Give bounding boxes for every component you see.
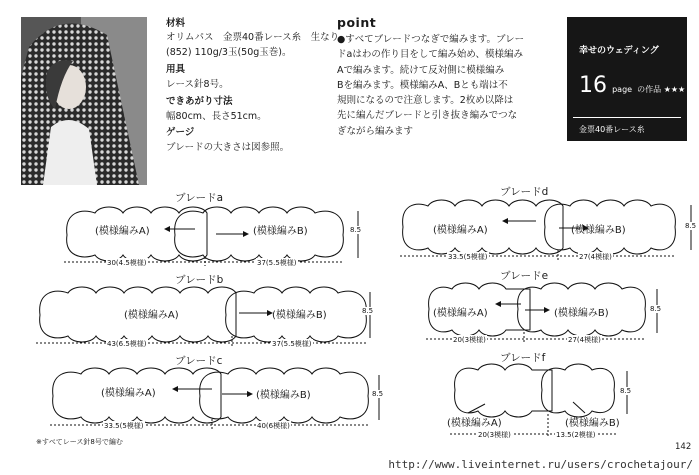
badge-number: 16 [579,73,607,98]
braid-e-label-b: (模様編みB) [554,308,609,319]
braid-f-left-dim: 20(3模様) [478,431,511,439]
braid-d-label-a: (模様編みA) [433,225,488,236]
material-heading: 材料 [166,18,186,29]
braid-e-right-dim: 27(4模様) [568,336,601,344]
braid-e-title: ブレードe [500,270,549,282]
badge-yarn: 金票40番レース糸 [579,125,645,134]
material-line2: (852) 110g/3玉(50g玉巻)。 [166,47,292,58]
braid-d-right-dim: 27(4模様) [579,253,612,261]
braid-a-label-a: (模様編みA) [95,226,150,237]
page-number: 142 [675,442,692,452]
gauge-heading: ゲージ [166,127,195,138]
badge-suffix: page [612,85,633,94]
braid-a-height: 8.5 [350,226,362,234]
tools-text: レース針8号。 [166,79,229,90]
size-text: 幅80cm、長さ51cm。 [166,111,267,122]
tools-heading: 用具 [166,64,186,75]
braid-f-label-a: (模様編みA) [447,418,502,429]
point-heading: point [337,15,377,30]
braid-c-label-a: (模様編みA) [101,388,156,399]
braid-f-title: ブレードf [500,352,546,364]
braid-c-right-dim: 40(6模様) [257,422,290,430]
watermark-url: http://www.liveinternet.ru/users/crochetajour/ [388,458,693,471]
braid-b-label-b: (模様編みB) [272,310,327,321]
braid-e-height: 8.5 [650,305,662,313]
braid-a-label-b: (模様編みB) [253,226,308,237]
braid-a-left-dim: 30(4.5模様) [107,259,147,267]
braid-c-title: ブレードc [175,355,223,367]
gauge-text: ブレードの大きさは図参照。 [166,142,290,153]
braid-d-title: ブレードd [500,186,549,198]
braid-e-left-dim: 20(3模様) [453,336,486,344]
braid-a-right-dim: 37(5.5模様) [257,259,297,267]
braid-b-right-dim: 37(5.5模様) [272,340,312,348]
braid-d-left-dim: 33.5(5模様) [448,253,488,261]
braid-b-left-dim: 43(6.5模様) [107,340,147,348]
braid-c-label-b: (模様編みB) [256,390,311,401]
braid-b-title: ブレードb [175,274,224,286]
braid-c-shape [50,368,379,429]
braid-e-label-a: (模様編みA) [433,308,488,319]
braid-a-title: ブレードa [175,192,224,204]
badge-suffix2: の作品 ★★★ [637,85,686,94]
braid-b-height: 8.5 [362,307,374,315]
braid-b-label-a: (模様編みA) [124,310,179,321]
braid-f-label-b: (模様編みB) [565,418,620,429]
braid-d-label-b: (模様編みB) [571,225,626,236]
braid-f-height: 8.5 [620,387,632,395]
badge-title: 幸せのウェディング [579,46,659,56]
size-heading: できあがり寸法 [166,96,233,107]
braid-c-height: 8.5 [372,390,384,398]
braid-d-height: 8.5 [685,222,697,230]
braid-f-right-dim: 13.5(2模様) [556,431,596,439]
material-line1: オリムパス 金票40番レース糸 生なり [166,32,340,43]
braid-c-left-dim: 33.5(5模様) [104,422,144,430]
point-body: ●すべてブレードつなぎで編みます。ブレー ドaはわの作り目をして編み始め、模様編み Aで編みます。続けて反対側に模様編み Bを編みます。模様編みA、Bとも端は不 規則になるので注意します。2枚め以降は 先に編んだブレードと引き抜き編みでつな ぎながら編みます [337,34,525,137]
footnote: ※すべてレース針8号で編む [36,438,123,446]
